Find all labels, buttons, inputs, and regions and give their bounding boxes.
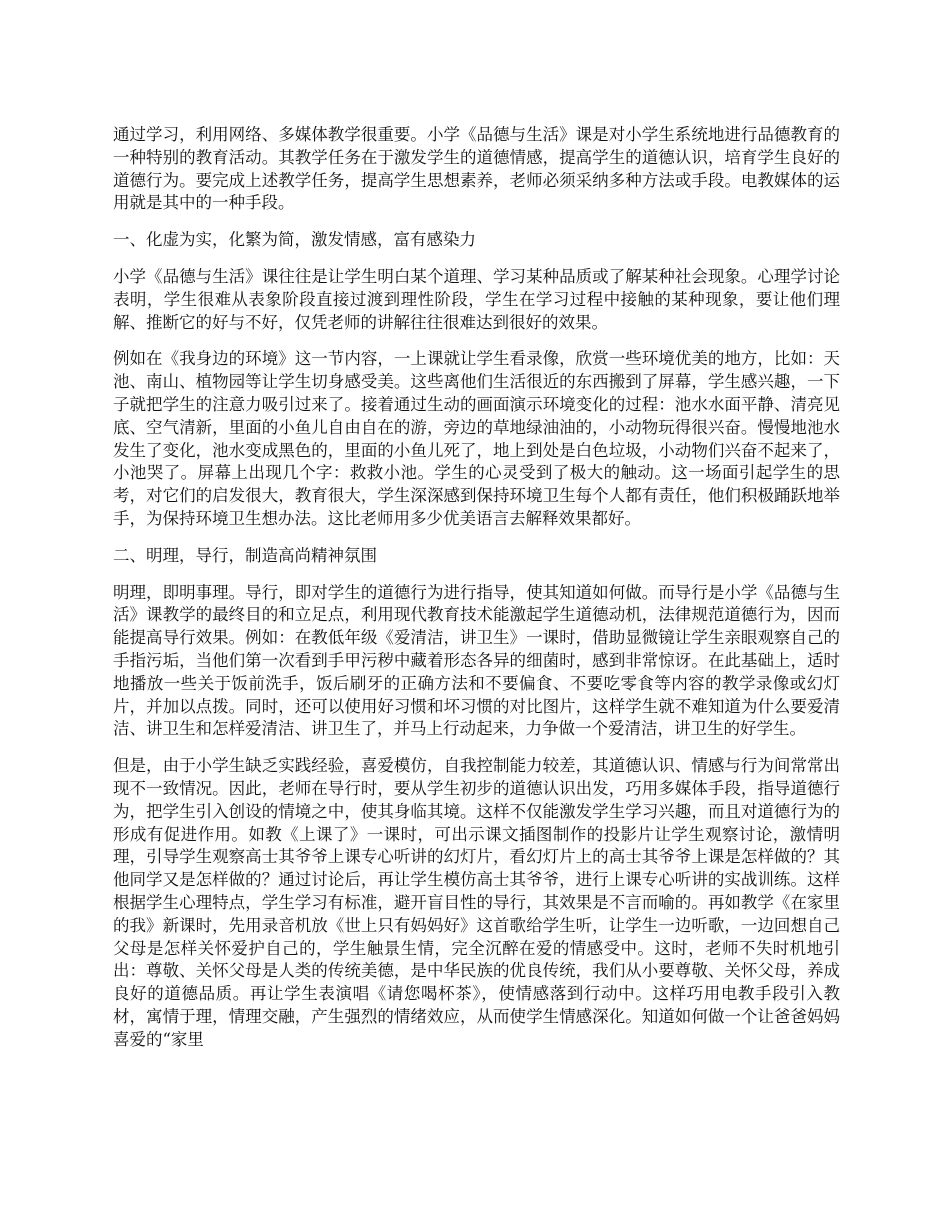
section-heading-2: 二、明理，导行，制造高尚精神氛围 — [113, 545, 377, 565]
paragraph: 例如在《我身边的环境》这一节内容，一上课就让学生看录像，欣赏一些环境优美的地方，比如：天池、南山、植物园等让学生切身感受美。这些离他们生活很近的东西搬到了屏幕，学生感兴趣，一下子就把学生的注意力吸引过来了。接着通过生动的画面演示环境变化的过程：池水水面平静、清亮见底、空气清新，里面的小鱼儿自由自在的游，旁边的草地绿油油的，小动物玩得很兴奋。慢慢地池水发生了变化，池水变成黑色的，里面的小鱼儿死了，地上到处是白色垃圾，小动物们兴奋不起来了，小池哭了。屏幕上出现几个字：救救小池。学生的心灵受到了极大的触动。这一场面引起学生的思考，对它们的启发很大，教育很大，学生深深感到保持环境卫生每个人都有责任，他们积极踊跃地举手，为保持环境卫生想办法。这比老师用多少优美语言去解释效果都好。 — [113, 349, 840, 528]
paragraph: 小学《品德与生活》课往往是让学生明白某个道理、学习某种品质或了解某种社会现象。心理学讨论表明，学生很难从表象阶段直接过渡到理性阶段，学生在学习过程中接触的某种现象，要让他们理解、推断它的好与不好，仅凭老师的讲解往往很难达到很好的效果。 — [113, 266, 840, 332]
paragraph: 但是，由于小学生缺乏实践经验，喜爱模仿，自我控制能力较差，其道德认识、情感与行为间常常出现不一致情况。因此，老师在导行时，要从学生初步的道德认识出发，巧用多媒体手段，指导道德行为，把学生引入创设的情境之中，使其身临其境。这样不仅能激发学生学习兴趣，而且对道德行为的形成有促进作用。如教《上课了》一课时，可出示课文插图制作的投影片让学生观察讨论，激情明理，引导学生观察高士其爷爷上课专心听讲的幻灯片，看幻灯片上的高士其爷爷上课是怎样做的？其他同学又是怎样做的？通过讨论后，再让学生模仿高士其爷爷，进行上课专心听讲的实战训练。这样根据学生心理特点，学生学习有标准，避开盲目性的导行，其效果是不言而喻的。再如教学《在家里的我》新课时，先用录音机放《世上只有妈妈好》这首歌给学生听，让学生一边听歌，一边回想自己父母是怎样关怀爱护自己的，学生触景生情，完全沉醉在爱的情感受中。这时，老师不失时机地引出：尊敬、关怀父母是人类的传统美德，是中华民族的优良传统，我们从小要尊敬、关怀父母，养成良好的道德品质。再让学生表演唱《请您喝杯茶》，使情感落到行动中。这样巧用电教手段引入教材，寓情于理，情理交融，产生强烈的情绪效应，从而使学生情感深化。知道如何做一个让爸爸妈妈喜爱的“家里 — [113, 756, 840, 1049]
section-heading-1: 一、化虚为实，化繁为简，激发情感，富有感染力 — [113, 230, 476, 250]
document-body — [113, 124, 840, 1065]
intro-paragraph: 通过学习，利用网络、多媒体教学很重要。小学《品德与生活》课是对小学生系统地进行品德教育的一种特别的教育活动。其教学任务在于激发学生的道德情感，提高学生的道德认识，培育学生良好的道德行为。要完成上述教学任务，提高学生思想素养，老师必须采纳多种方法或手段。电教媒体的运用就是其中的一种手段。 — [113, 125, 840, 213]
paragraph: 明理，即明事理。导行，即对学生的道德行为进行指导，使其知道如何做。而导行是小学《品德与生活》课教学的最终目的和立足点，利用现代教育技术能激起学生道德动机，法律规范道德行为，因而能提高导行效果。例如：在教低年级《爱清洁，讲卫生》一课时，借助显微镜让学生亲眼观察自己的手指污垢，当他们第一次看到手甲污秽中藏着形态各异的细菌时，感到非常惊讶。在此基础上，适时地播放一些关于饭前洗手，饭后刷牙的正确方法和不要偏食、不要吃零食等内容的教学录像或幻灯片，并加以点拨。同时，还可以使用好习惯和坏习惯的对比图片，这样学生就不难知道为什么要爱清洁、讲卫生和怎样爱清洁、讲卫生了，并马上行动起来，力争做一个爱清洁，讲卫生的好学生。 — [113, 582, 840, 739]
